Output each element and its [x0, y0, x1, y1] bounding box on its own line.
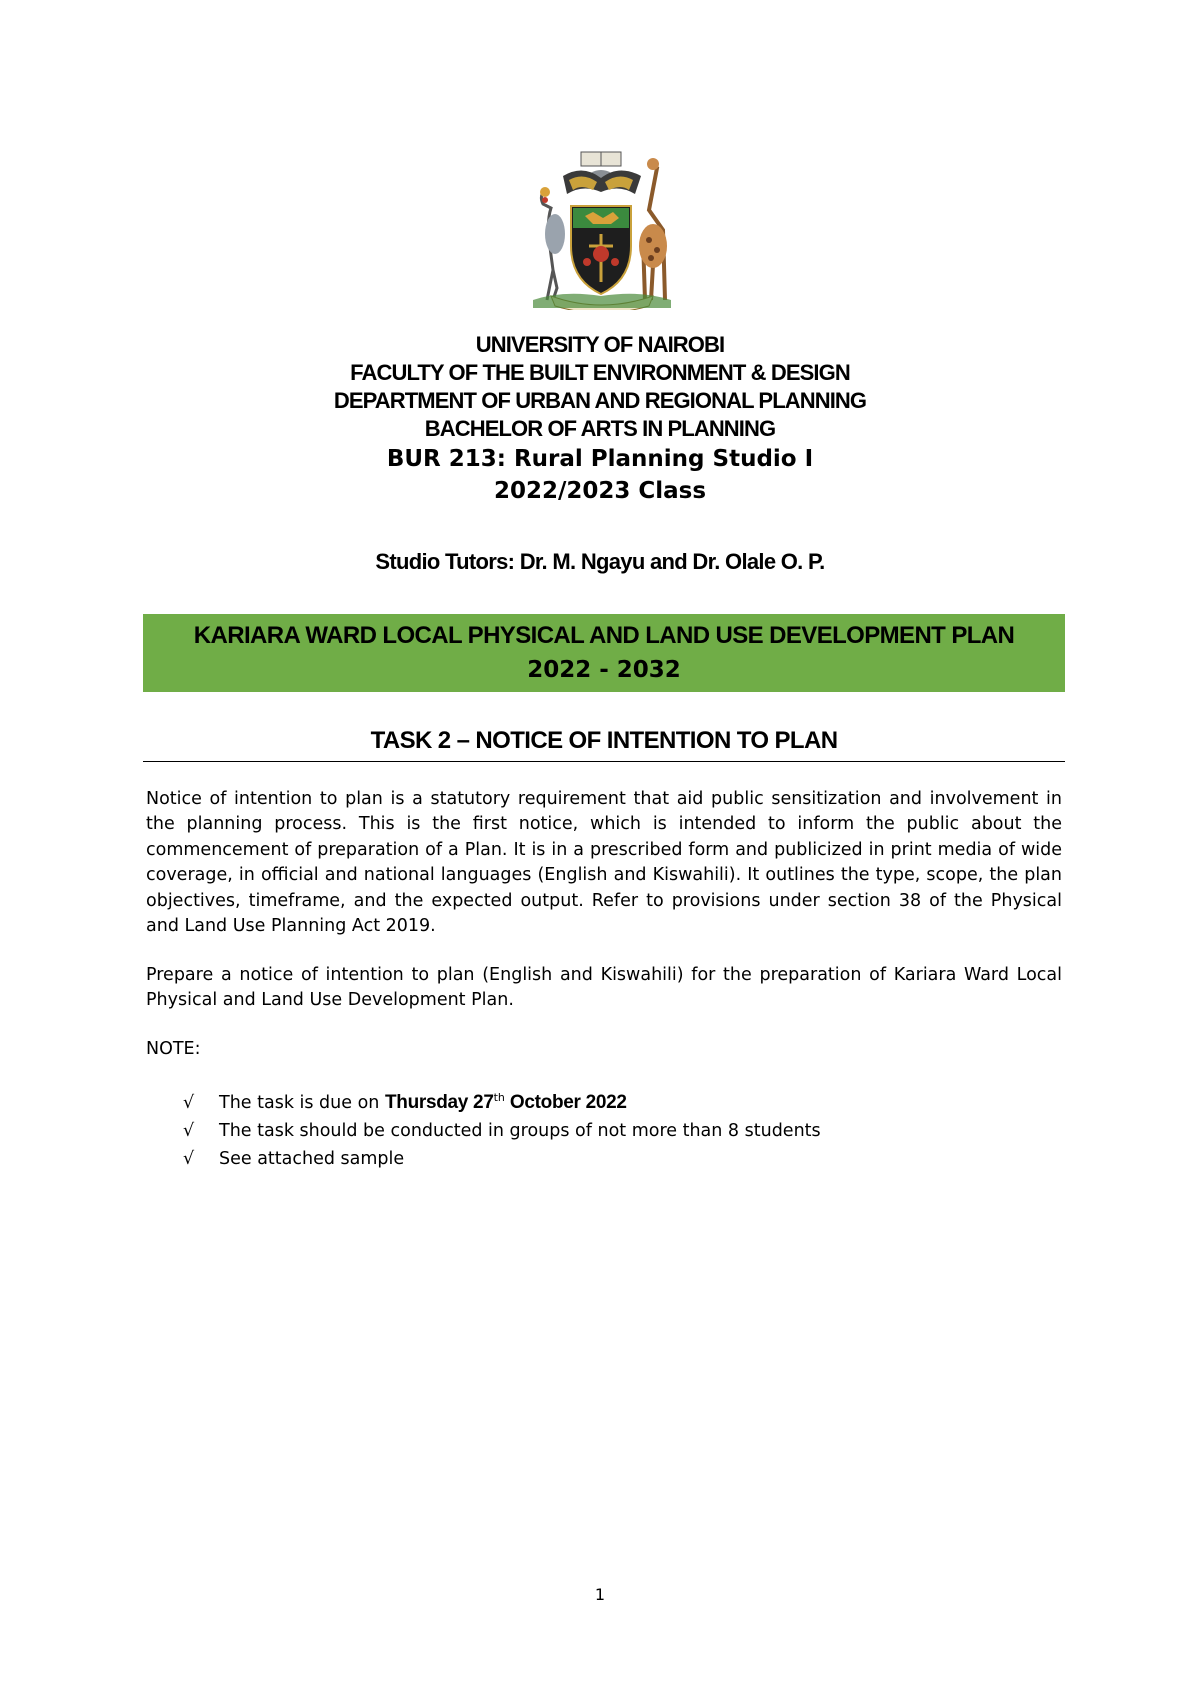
- instruction-paragraph: Prepare a notice of intention to plan (English and Kiswahili) for the preparation of Kariara Ward Local Physical and Land Use Development Plan.: [146, 965, 1062, 1011]
- page-number: 1: [594, 1585, 606, 1604]
- class-year: 2022/2023 Class: [493, 478, 707, 504]
- university-crest-logo: [523, 150, 680, 310]
- task-heading: TASK 2 – NOTICE OF INTENTION TO PLAN: [143, 727, 1065, 762]
- note-label: NOTE:: [146, 1039, 201, 1059]
- due-date-rest: October 2022: [504, 1092, 627, 1113]
- due-date-suffix: th: [493, 1091, 505, 1104]
- due-date-day: Thursday 27: [384, 1092, 494, 1113]
- check-icon: √: [183, 1149, 195, 1169]
- university-name: UNIVERSITY OF NAIROBI: [475, 332, 725, 357]
- note-list: [183, 1089, 821, 1173]
- group-size-text: The task should be conducted in groups of not more than 8 students: [219, 1121, 821, 1141]
- list-item-group-size: [183, 1117, 821, 1145]
- document-header: [0, 331, 1200, 507]
- faculty-name: FACULTY OF THE BUILT ENVIRONMENT & DESIGN: [350, 360, 850, 385]
- department-name: DEPARTMENT OF URBAN AND REGIONAL PLANNING: [333, 388, 867, 413]
- list-item-due-date: [183, 1089, 821, 1117]
- plan-title: KARIARA WARD LOCAL PHYSICAL AND LAND USE DEVELOPMENT PLAN: [193, 622, 1015, 649]
- plan-period: 2022 - 2032: [527, 657, 681, 683]
- list-item-sample: [183, 1145, 821, 1173]
- course-title: BUR 213: Rural Planning Studio I: [386, 446, 814, 472]
- check-icon: √: [183, 1121, 195, 1141]
- studio-tutors: Studio Tutors: Dr. M. Ngayu and Dr. Olale O. P.: [375, 549, 825, 574]
- check-icon: √: [183, 1093, 195, 1113]
- programme-name: BACHELOR OF ARTS IN PLANNING: [424, 416, 776, 441]
- due-date-prefix: The task is due on: [219, 1093, 385, 1113]
- intro-paragraph: Notice of intention to plan is a statutory requirement that aid public sensitization and involvement in the planning process. This is the first notice, which is intended to inform the public about the commencement of preparation of a Plan. It is in a prescribed form and publicized in print media of wide coverage, in official and national languages (English and Kiswahili). It outlines the type, scope, the plan objectives, timeframe, and the expected output. Refer to provisions under section 38 of the Physical and Land Use Planning Act 2019.: [146, 789, 1062, 937]
- sample-text: See attached sample: [219, 1149, 405, 1169]
- plan-title-banner: [143, 614, 1065, 692]
